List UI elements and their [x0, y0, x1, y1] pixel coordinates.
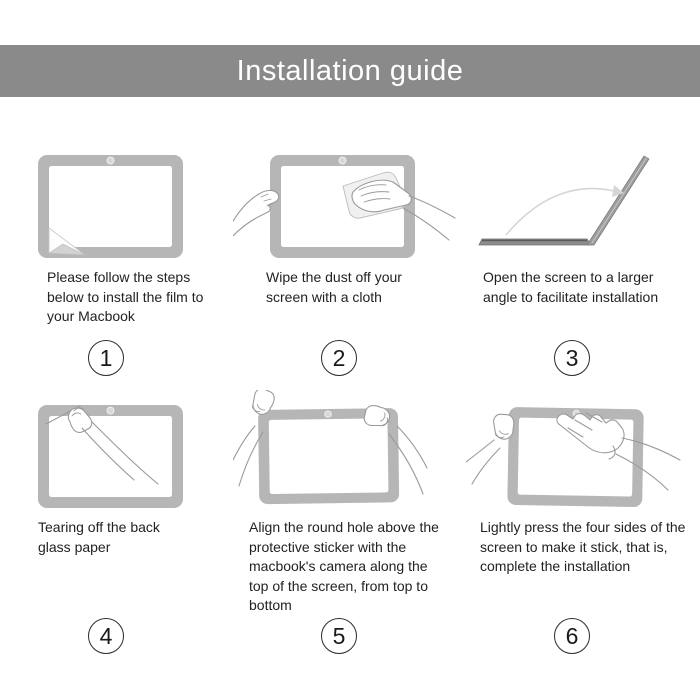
tear-off-backing-paper-icon: [0, 390, 233, 520]
step-4-illustration: [0, 390, 233, 520]
header-banner: [0, 45, 700, 97]
step-number-badge: 2: [321, 340, 357, 376]
open-laptop-wide-angle-icon: [466, 140, 699, 270]
step-number-badge: 5: [321, 618, 357, 654]
step-description: Open the screen to a larger angle to facilitate installation: [483, 269, 659, 305]
step-2: [233, 140, 466, 378]
step-6-illustration: [466, 390, 699, 520]
step-number-badge: 4: [88, 618, 124, 654]
step-5-illustration: [233, 390, 466, 520]
step-number-badge: 3: [554, 340, 590, 376]
step-description: Wipe the dust off your screen with a cloth: [266, 269, 402, 305]
wipe-screen-with-cloth-icon: [233, 140, 466, 270]
step-3: [466, 140, 699, 378]
step-description: Align the round hole above the protective sticker with the macbook's camera along the top of the screen, from top to bottom: [249, 519, 439, 613]
step-1-illustration: [0, 140, 233, 270]
step-number-badge: 6: [554, 618, 590, 654]
step-description: Please follow the steps below to install the film to your Macbook: [47, 269, 204, 324]
step-description: Lightly press the four sides of the screen to make it stick, that is, complete the installation: [480, 519, 686, 574]
step-number-badge: 1: [88, 340, 124, 376]
press-four-sides-icon: [466, 390, 699, 520]
step-2-illustration: [233, 140, 466, 270]
step-description: Tearing off the back glass paper: [38, 519, 160, 555]
step-6: [466, 390, 699, 662]
step-3-illustration: [466, 140, 699, 270]
page-title: Installation guide: [236, 54, 464, 87]
screen-protector-peeled-corner-icon: [0, 140, 233, 270]
step-5: [233, 390, 466, 662]
step-4: [0, 390, 233, 662]
align-protector-with-camera-icon: [233, 390, 466, 520]
step-1: [0, 140, 233, 378]
